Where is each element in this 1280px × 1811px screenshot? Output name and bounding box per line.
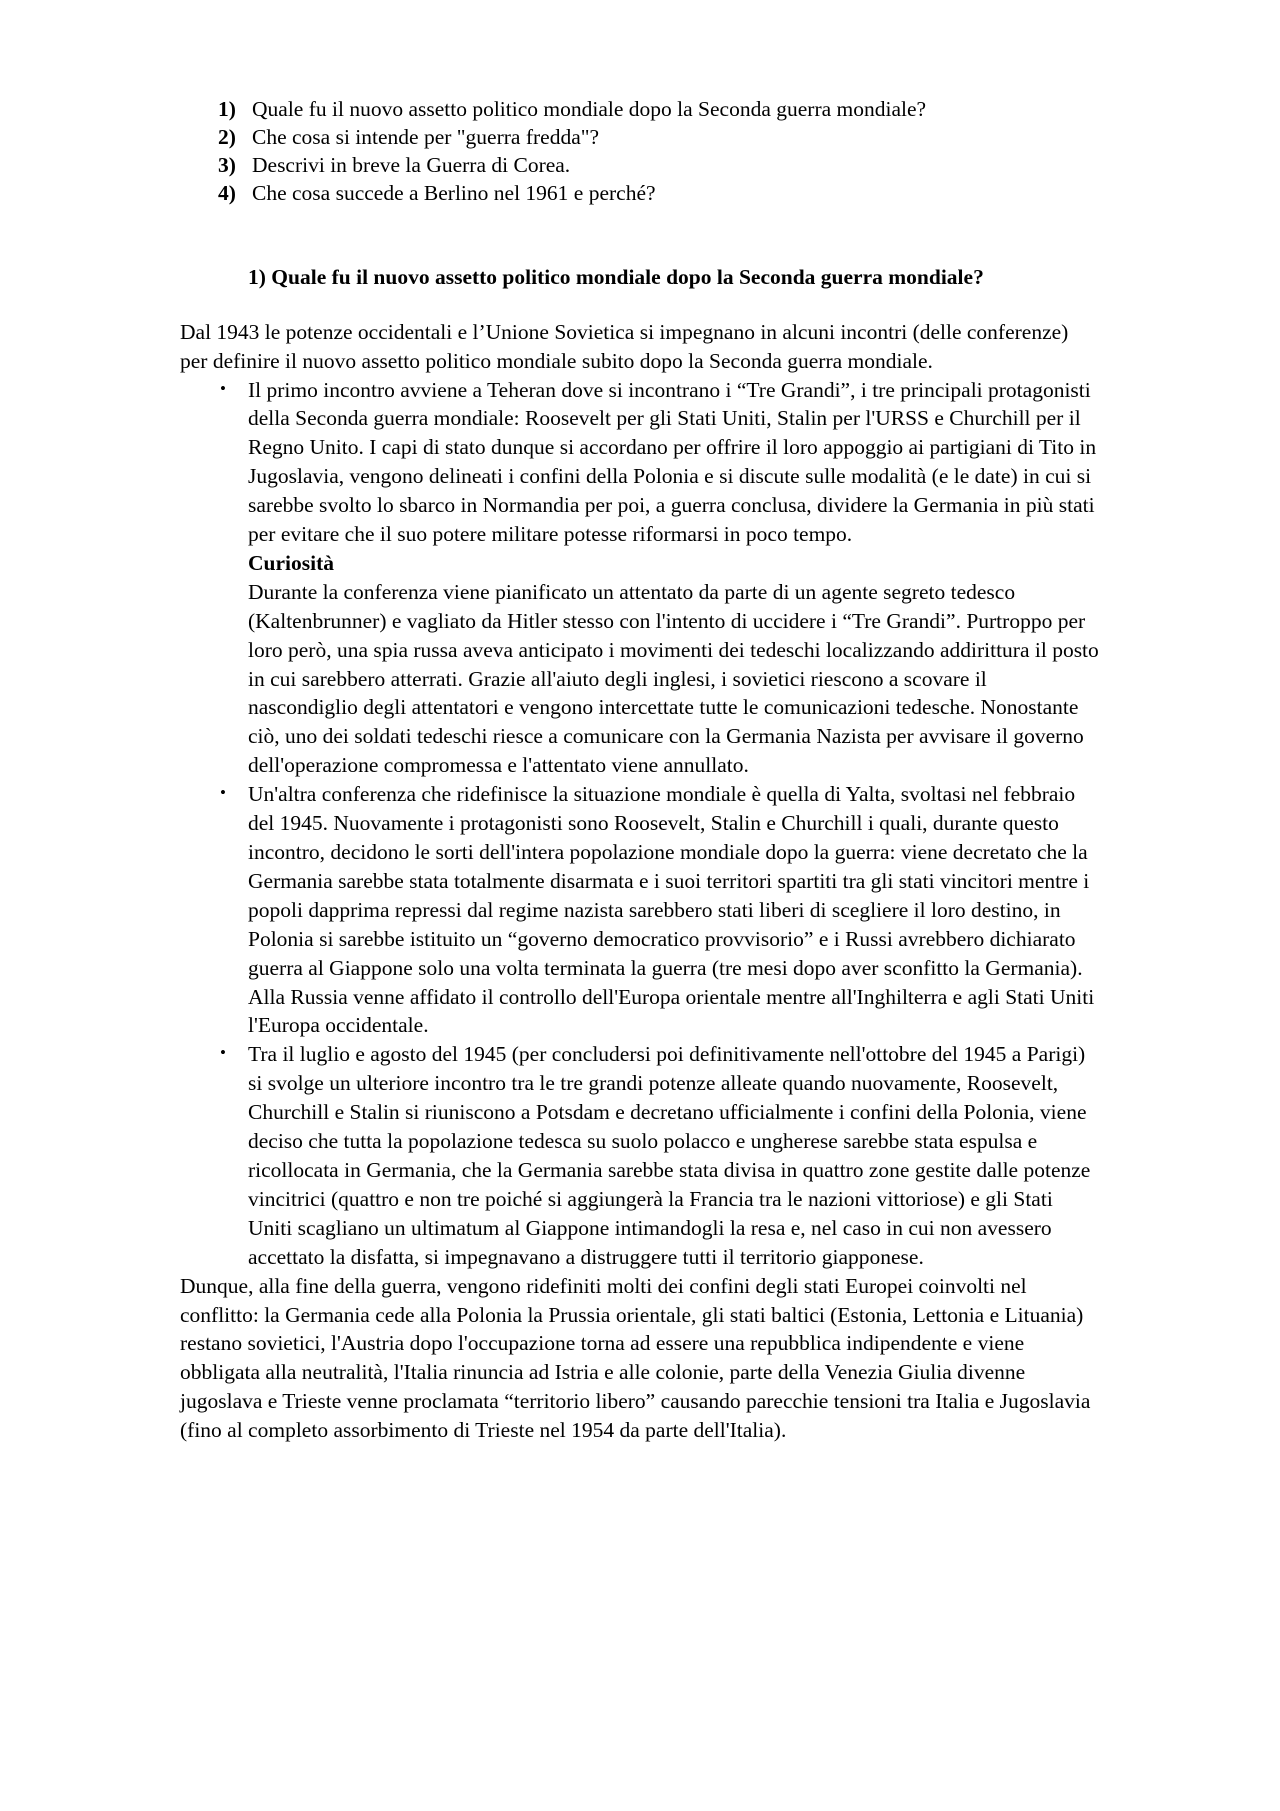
question-number: 3) — [218, 152, 236, 177]
bullet-text: Tra il luglio e agosto del 1945 (per concludersi poi definitivamente nell'ottobre del 1945 a Parigi) si svolge un ulteriore incontro tra le tre grandi potenze alleate quando nuovamente, Roosevelt, Churchill e Stalin si riuniscono a Potsdam e decretano ufficialmente i confini della Polonia, viene deciso che tutta la popolazione tedesca su suolo polacco e ungherese sarebbe stata espulsa e ricollocata in Germania, che la Germania sarebbe stata divisa in quattro zone gestite dalle potenze vincitrici (quattro e non tre poiché si aggiungerà la Francia tra le nazioni vittoriose) e gli Stati Uniti scagliano un ultimatum al Giappone intimandogli la resa e, nel caso in cui non avessero accettato la disfatta, si impegnavano a distruggere tutti il territorio giapponese. — [248, 1042, 1091, 1269]
bullet-point-icon: • — [220, 783, 226, 803]
curiosita-label: Curiosità — [248, 550, 334, 575]
section-heading: 1) Quale fu il nuovo assetto politico mondiale dopo la Seconda guerra mondiale? — [248, 264, 984, 289]
bullet-list — [180, 376, 1100, 1272]
question-number: 1) — [218, 97, 236, 121]
bullet-point-icon: • — [220, 378, 226, 398]
bullet-text: Un'altra conferenza che ridefinisce la situazione mondiale è quella di Yalta, svoltasi nel febbraio del 1945. Nuovamente i protagonisti sono Roosevelt, Stalin e Churchill i quali, durante questo incontro, decidono le sorti dell'intera popolazione mondiale dopo la guerra: viene decretato che la Germania sarebbe stata totalmente disarmata e i suoi territori spartiti tra gli stati vincitori mentre i popoli dapprima repressi dal regime nazista sarebbero stati liberi di scegliere il loro destino, in Polonia si sarebbe istituito un “governo democratico provvisorio” e i Russi avrebbero dichiarato guerra al Giappone solo una volta terminata la guerra (tre mesi dopo aver sconfitto la Germania). Alla Russia venne affidato il controllo dell'Europa orientale mentre all'Inghilterra e agli Stati Uniti l'Europa occidentale. — [248, 782, 1095, 1038]
section-intro-paragraph: Dal 1943 le potenze occidentali e l’Unione Sovietica si impegnano in alcuni incontri (delle conferenze) per definire il nuovo assetto politico mondiale subito dopo la Seconda guerra mondiale. — [180, 319, 1069, 373]
list-item — [180, 1040, 1100, 1271]
bullet-point-icon: • — [220, 1043, 226, 1063]
question-list — [180, 96, 1100, 208]
list-item — [180, 376, 1100, 781]
question-number: 2) — [218, 124, 236, 149]
question-item — [180, 124, 1100, 152]
question-text: Descrivi in breve la Guerra di Corea. — [252, 152, 571, 177]
question-number: 4) — [218, 180, 236, 205]
question-text: Che cosa succede a Berlino nel 1961 e perché? — [252, 180, 656, 205]
question-item — [180, 152, 1100, 180]
bullet-body — [248, 376, 1100, 781]
list-item — [180, 780, 1100, 1040]
curiosita-text: Durante la conferenza viene pianificato un attentato da parte di un agente segreto tedesco (Kaltenbrunner) e vagliato da Hitler stesso con l'intento di uccidere i “Tre Grandi”. Purtroppo per loro però, una spia russa aveva anticipato i movimenti dei tedeschi localizzando addirittura il posto in cui sarebbero atterrati. Grazie all'aiuto degli inglesi, i sovietici riescono a scovare il nascondiglio degli attentatori e vengono intercettate tutte le comunicazioni tedesche. Nonostante ciò, uno dei soldati tedeschi riesce a comunicare con la Germania Nazista per avvisare il governo dell'operazione compromessa e l'attentato viene annullato. — [248, 579, 1099, 778]
question-text: Quale fu il nuovo assetto politico mondiale dopo la Seconda guerra mondiale? — [252, 97, 927, 121]
bullet-body — [248, 1040, 1100, 1271]
document-content — [180, 96, 1100, 1445]
section-conclusion-paragraph: Dunque, alla fine della guerra, vengono ridefiniti molti dei confini degli stati Europei coinvolti nel conflitto: la Germania cede alla Polonia la Prussia orientale, gli stati baltici (Estonia, Lettonia e Lituania) restano sovietici, l'Austria dopo l'occupazione torna ad essere una repubblica indipendente e viene obbligata alla neutralità, l'Italia rinuncia ad Istria e alle colonie, parte della Venezia Giulia divenne jugoslava e Trieste venne proclamata “territorio libero” causando parecchie tensioni tra Italia e Jugoslavia (fino al completo assorbimento di Trieste nel 1954 da parte dell'Italia). — [180, 1273, 1091, 1443]
bullet-body — [248, 780, 1100, 1040]
question-item — [180, 180, 1100, 208]
question-text: Che cosa si intende per "guerra fredda"? — [252, 124, 600, 149]
bullet-text: Il primo incontro avviene a Teheran dove si incontrano i “Tre Grandi”, i tre principali protagonisti della Seconda guerra mondiale: Roosevelt per gli Stati Uniti, Stalin per l'URSS e Churchill per il Regno Unito. I capi di stato dunque si accordano per offrire il loro appoggio ai partigiani di Tito in Jugoslavia, vengono delineati i confini della Polonia e si discute sulle modalità (e le date) in cui si sarebbe svolto lo sbarco in Normandia per poi, a guerra conclusa, dividere la Germania in più stati per evitare che il suo potere militare potesse riformarsi in poco tempo. — [248, 377, 1097, 547]
question-item — [180, 96, 1100, 124]
